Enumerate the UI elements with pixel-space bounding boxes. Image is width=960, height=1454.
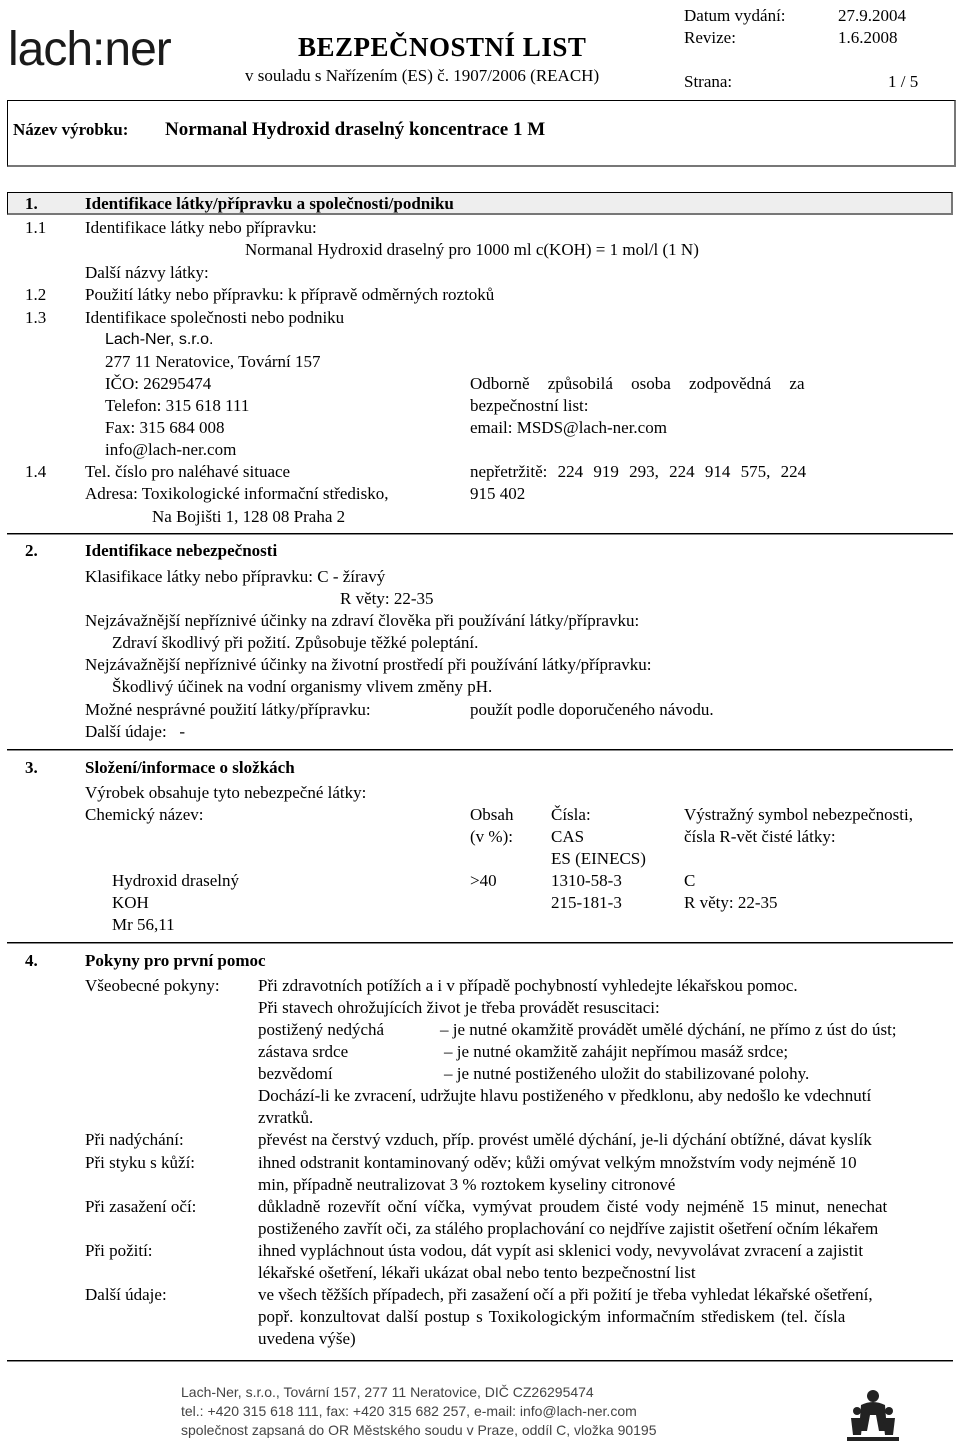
item-1-2-number: 1.2 <box>25 285 47 304</box>
footer-divider <box>7 1360 953 1361</box>
company-ico: IČO: 26295474 <box>105 374 212 393</box>
other-data-line2: popř. konzultovat další postup s Toxikologickým informačním střediskem (tel. čísla <box>258 1307 846 1326</box>
item-1-3-number: 1.3 <box>25 308 47 327</box>
responsible-person-email: email: MSDS@lach-ner.com <box>470 418 667 437</box>
resuscitation-action-1: – je nutné okamžitě provádět umělé dýchání, ne přímo z úst do úst; <box>440 1020 897 1039</box>
section-4-title: Pokyny pro první pomoc <box>85 951 266 970</box>
issue-date-label: Datum vydání: <box>684 6 786 25</box>
emergency-phones-line2: 915 402 <box>470 484 526 503</box>
item-1-4-text: Tel. číslo pro naléhavé situace <box>85 462 291 481</box>
column-symbol-line2: čísla R-vět čisté látky: <box>684 827 836 846</box>
section-3-number: 3. <box>25 758 38 777</box>
substance-row-formula: KOH <box>112 893 149 912</box>
substance-row-content: >40 <box>470 871 497 890</box>
general-advice-label: Všeobecné pokyny: <box>85 976 220 995</box>
section-4-divider <box>7 942 953 943</box>
health-effects-label: Nejzávažnější nepříznivé účinky na zdraví člověka při používání látky/přípravku: <box>85 611 640 630</box>
section-1-number: 1. <box>25 194 38 213</box>
column-numbers-line1: Čísla: <box>551 805 591 824</box>
general-advice-line1: Při zdravotních potížích a i v případě pochybností vyhledejte lékařskou pomoc. <box>258 976 798 995</box>
substance-row-cas: 1310-58-3 <box>551 871 622 890</box>
health-effects-text: Zdraví škodlivý při požití. Způsobuje těžké poleptání. <box>112 633 479 652</box>
emergency-phones-line1: nepřetržitě: 224 919 293, 224 914 575, 224 <box>470 462 807 481</box>
item-1-4-number: 1.4 <box>25 462 47 481</box>
company-fax: Fax: 315 684 008 <box>105 418 225 437</box>
skin-contact-line2: min, případně neutralizovat 3 % roztokem kyseliny citronové <box>258 1175 676 1194</box>
section-1-title: Identifikace látky/přípravku a společnosti/podniku <box>85 194 454 213</box>
substance-row-name: Hydroxid draselný <box>112 871 240 890</box>
document-subtitle: v souladu s Nařízením (ES) č. 1907/2006 (REACH) <box>245 66 600 85</box>
column-content-line2: (v %): <box>470 827 513 846</box>
company-name: Lach-Ner, s.r.o. <box>105 331 214 348</box>
column-content-line1: Obsah <box>470 805 514 824</box>
section-2-other-data: Další údaje: - <box>85 722 186 741</box>
skin-contact-label: Při styku s kůží: <box>85 1153 196 1172</box>
issue-date-value: 27.9.2004 <box>838 6 906 25</box>
toxicology-center-street: Na Bojišti 1, 128 08 Praha 2 <box>152 507 346 526</box>
responsible-person-line2: bezpečnostní list: <box>470 396 589 415</box>
footer-registration: společnost zapsaná do OR Městského soudu v Praze, oddíl C, vložka 90195 <box>181 1422 657 1438</box>
company-address: 277 11 Neratovice, Tovární 157 <box>105 352 321 371</box>
other-names-label: Další názvy látky: <box>85 263 209 282</box>
resuscitation-action-2: – je nutné okamžitě zahájit nepřímou masáž srdce; <box>444 1042 789 1061</box>
resuscitation-case-2: zástava srdce <box>258 1042 349 1061</box>
product-label: Název výrobku: <box>13 120 129 139</box>
column-chemical-name: Chemický název: <box>85 805 204 824</box>
company-email: info@lach-ner.com <box>105 440 237 459</box>
column-numbers-line3: ES (EINECS) <box>551 849 646 868</box>
other-data-line1: ve všech těžších případech, při zasažení očí a při požití je třeba vyhledat lékařské ošetření, <box>258 1285 873 1304</box>
section-4-number: 4. <box>25 951 38 970</box>
section-3-title: Složení/informace o složkách <box>85 758 295 777</box>
page-number: 1 / 5 <box>888 72 919 91</box>
substance-row-r-phrases: R věty: 22-35 <box>684 893 778 912</box>
revision-label: Revize: <box>684 28 736 47</box>
section-2-number: 2. <box>25 541 38 560</box>
composition-intro: Výrobek obsahuje tyto nebezpečné látky: <box>85 783 367 802</box>
resuscitation-case-1: postižený nedýchá <box>258 1020 385 1039</box>
resuscitation-action-3: – je nutné postiženého uložit do stabilizované polohy. <box>444 1064 810 1083</box>
section-2-divider <box>7 533 953 534</box>
r-phrases: R věty: 22-35 <box>340 589 434 608</box>
company-logo: lach:ner <box>8 23 171 76</box>
environment-effects-label: Nejzávažnější nepříznivé účinky na životní prostředí při používání látky/přípravku: <box>85 655 652 674</box>
skin-contact-line1: ihned odstranit kontaminovaný oděv; kůži omývat velkým množstvím vody nejméně 10 <box>258 1153 857 1172</box>
ingestion-label: Při požití: <box>85 1241 153 1260</box>
eye-contact-label: Při zasažení očí: <box>85 1197 197 1216</box>
safety-certification-icon <box>843 1385 903 1445</box>
other-data-label: Další údaje: <box>85 1285 167 1304</box>
product-name: Normanal Hydroxid draselný koncentrace 1 M <box>165 119 546 140</box>
substance-row-molar-mass: Mr 56,11 <box>112 915 175 934</box>
item-1-3-text: Identifikace společnosti nebo podniku <box>85 308 345 327</box>
vomiting-advice-line1: Dochází-li ke zvracení, udržujte hlavu postiženého v předklonu, aby nedošlo ke vdechnutí <box>258 1086 872 1105</box>
company-phone: Telefon: 315 618 111 <box>105 396 250 415</box>
section-2-title: Identifikace nebezpečnosti <box>85 541 278 560</box>
revision-value: 1.6.2008 <box>838 28 898 47</box>
item-1-1-label: Identifikace látky nebo přípravku: <box>85 218 317 237</box>
vomiting-advice-line2: zvratků. <box>258 1108 314 1127</box>
misuse-text: použít podle doporučeného návodu. <box>470 700 714 719</box>
section-3-divider <box>7 749 953 750</box>
inhalation-text: převést na čerstvý vzduch, příp. provést umělé dýchání, je-li dýchání obtížné, dávat kyslík <box>258 1130 872 1149</box>
substance-row-symbol: C <box>684 871 696 890</box>
responsible-person-line1: Odborně způsobilá osoba zodpovědná za <box>470 374 805 393</box>
item-1-1-number: 1.1 <box>25 218 47 237</box>
column-symbol-line1: Výstražný symbol nebezpečnosti, <box>684 805 913 824</box>
footer-company-address: Lach-Ner, s.r.o., Tovární 157, 277 11 Neratovice, DIČ CZ26295474 <box>181 1384 594 1400</box>
document-title: BEZPEČNOSTNÍ LIST <box>298 32 587 62</box>
inhalation-label: Při nadýchání: <box>85 1130 184 1149</box>
eye-contact-line2: postiženého zavřít oči, za stálého proplachování co nejdříve zajistit ošetření očním lékařem <box>258 1219 879 1238</box>
column-numbers-line2: CAS <box>551 827 585 846</box>
footer-contacts: tel.: +420 315 618 111, fax: +420 315 682 257, e-mail: info@lach-ner.com <box>181 1403 637 1419</box>
page-label: Strana: <box>684 72 733 91</box>
general-advice-line2: Při stavech ohrožujících život je třeba provádět resuscitaci: <box>258 998 660 1017</box>
classification: Klasifikace látky nebo přípravku: C - žíravý <box>85 567 386 586</box>
misuse-label: Možné nesprávné použití látky/přípravku: <box>85 700 371 719</box>
toxicology-center-address: Adresa: Toxikologické informační středisko, <box>85 484 389 503</box>
eye-contact-line1: důkladně rozevřít oční víčka, vymývat proudem čisté vody nejméně 15 minut, nenechat <box>258 1197 888 1216</box>
substance-row-es: 215-181-3 <box>551 893 622 912</box>
substance-name: Normanal Hydroxid draselný pro 1000 ml c(KOH) = 1 mol/l (1 N) <box>245 240 699 259</box>
item-1-2-text: Použití látky nebo přípravku: k přípravě odměrných roztoků <box>85 285 495 304</box>
other-data-line3: uvedena výše) <box>258 1329 356 1348</box>
ingestion-line1: ihned vypláchnout ústa vodou, dát vypít asi sklenici vody, nevyvolávat zvracení a zajistit <box>258 1241 864 1260</box>
resuscitation-case-3: bezvědomí <box>258 1064 333 1083</box>
environment-effects-text: Škodlivý účinek na vodní organismy vlivem změny pH. <box>112 677 493 696</box>
ingestion-line2: lékařské ošetření, lékaři ukázat obal nebo tento bezpečnostní list <box>258 1263 696 1282</box>
